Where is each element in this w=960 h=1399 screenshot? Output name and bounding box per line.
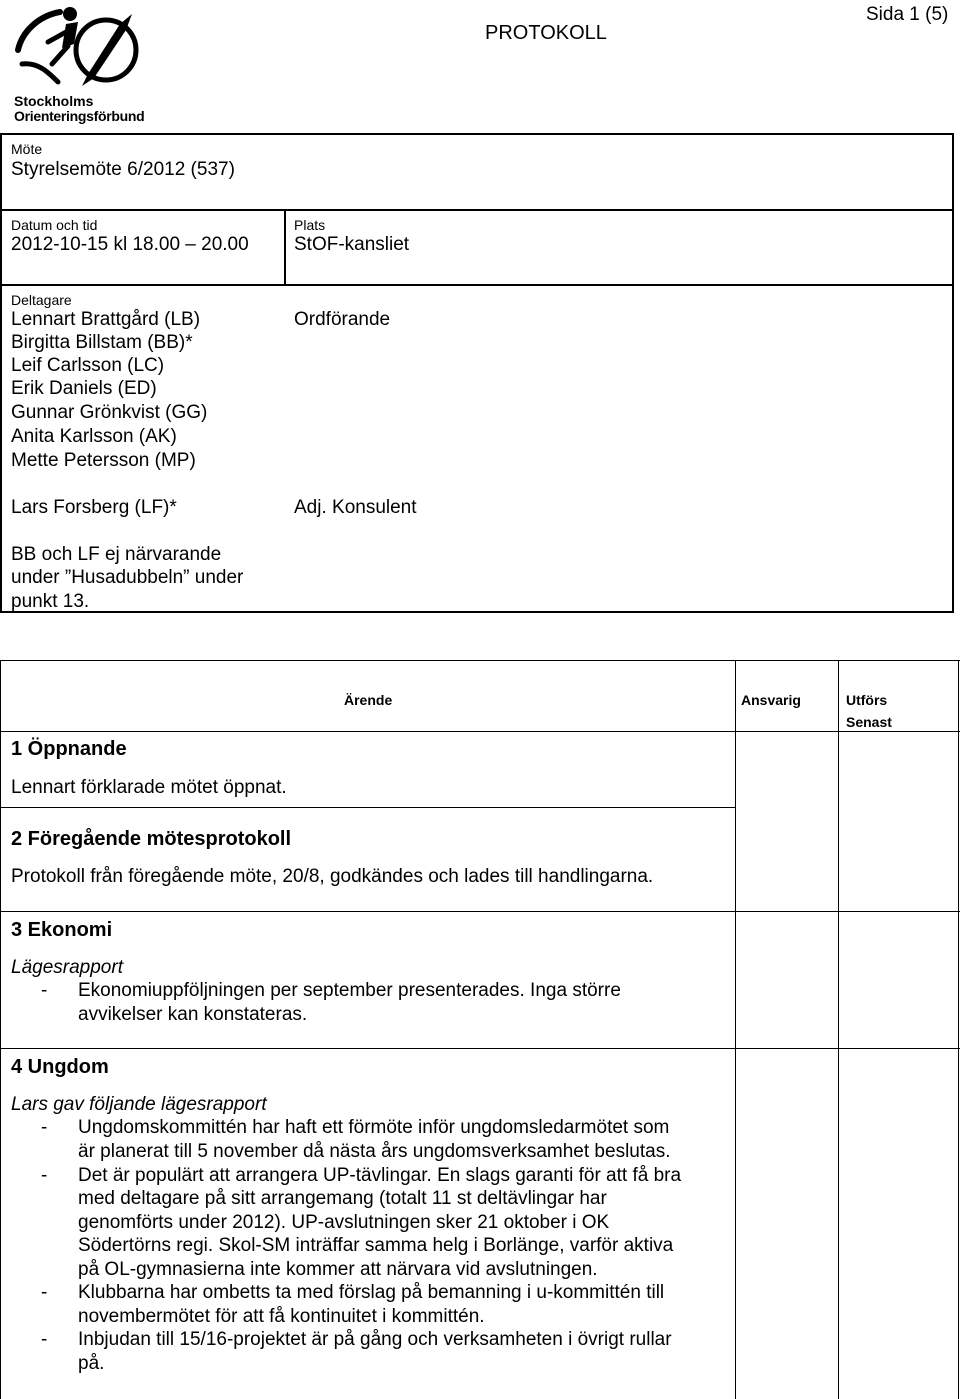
agenda-item-text: Protokoll från föregående möte, 20/8, godkändes och lades till handlingarna. [11, 866, 654, 887]
agenda-item-title: 3 Ekonomi [11, 919, 113, 941]
column-header-utfors: Utförs [846, 692, 888, 708]
agenda-item-text: Lennart förklarade mötet öppnat. [11, 777, 287, 798]
bullet-text: på OL-gymnasierna inte kommer att närvara vid avslutningen. [78, 1259, 598, 1280]
stof-logo [8, 2, 158, 126]
chair-role: Ordförande [294, 309, 391, 330]
bullet-text: Ekonomiuppföljningen per september presenterades. Inga större [78, 980, 621, 1001]
agenda-item-title: 4 Ungdom [11, 1056, 109, 1078]
divider [0, 911, 960, 912]
meeting-value: Styrelsemöte 6/2012 (537) [11, 159, 235, 180]
agenda-item-title: 1 Öppnande [11, 738, 127, 760]
bullet-text: Södertörns regi. Skol-SM inträffar samma helg i Borlänge, varför aktiva [78, 1235, 674, 1256]
bullet-text: på. [78, 1353, 105, 1374]
bullet-text: avvikelser kan konstateras. [78, 1004, 308, 1025]
column-header-ansvarig: Ansvarig [741, 692, 801, 708]
bullet-text: genomförts under 2012). UP-avslutningen sker 21 oktober i OK [78, 1212, 610, 1233]
divider [0, 284, 954, 286]
meeting-label: Möte [11, 141, 43, 157]
participant-name: Leif Carlsson (LC) [11, 355, 165, 376]
bullet-text: är planerat till 5 november då nästa års ungdomsverksamhet beslutas. [78, 1141, 671, 1162]
divider [284, 209, 286, 286]
bullet-text: Klubbarna har ombetts ta med förslag på bemanning i u-kommittén till [78, 1282, 665, 1303]
place-label: Plats [294, 217, 326, 233]
divider [0, 1048, 960, 1049]
consultant-name: Lars Forsberg (LF)* [11, 497, 177, 518]
divider [0, 209, 954, 211]
bullet-dash: - [41, 1282, 48, 1303]
agenda-item-title: 2 Föregående mötesprotokoll [11, 828, 292, 850]
attendance-note: under ”Husadubbeln” under [11, 567, 244, 588]
bullet-dash: - [41, 980, 48, 1001]
participant-name: Gunnar Grönkvist (GG) [11, 402, 208, 423]
consultant-role: Adj. Konsulent [294, 497, 417, 518]
page-number: Sida 1 (5) [866, 4, 949, 25]
divider [0, 807, 735, 808]
agenda-item-subtitle: Lars gav följande lägesrapport [11, 1094, 267, 1115]
logo-text-line1: Stockholms [14, 93, 94, 109]
attendance-note: punkt 13. [11, 591, 90, 612]
agenda-item-subtitle: Lägesrapport [11, 957, 123, 978]
column-header-arende: Ärende [344, 692, 393, 708]
participant-name: Birgitta Billstam (BB)* [11, 332, 193, 353]
participants-label: Deltagare [11, 292, 72, 308]
place-value: StOF-kansliet [294, 234, 410, 255]
attendance-note: BB och LF ej närvarande [11, 544, 222, 565]
divider [0, 731, 960, 732]
bullet-dash: - [41, 1329, 48, 1350]
participant-name: Erik Daniels (ED) [11, 378, 157, 399]
datetime-label: Datum och tid [11, 217, 98, 233]
bullet-text: Inbjudan till 15/16-projektet är på gång och verksamheten i övrigt rullar [78, 1329, 672, 1350]
participant-name: Anita Karlsson (AK) [11, 426, 177, 447]
bullet-text: Ungdomskommittén har haft ett förmöte inför ungdomsledarmötet som [78, 1117, 670, 1138]
bullet-dash: - [41, 1117, 48, 1138]
bullet-text: Det är populärt att arrangera UP-tävlingar. En slags garanti för att få bra [78, 1165, 682, 1186]
datetime-value: 2012-10-15 kl 18.00 – 20.00 [11, 234, 249, 255]
bullet-dash: - [41, 1165, 48, 1186]
bullet-text: novembermötet för att få kontinuitet i kommittén. [78, 1306, 485, 1327]
document-title: PROTOKOLL [485, 22, 607, 44]
participant-name: Lennart Brattgård (LB) [11, 309, 201, 330]
column-header-senast: Senast [846, 714, 892, 730]
divider [838, 660, 839, 1399]
logo-text-line2: Orienteringsförbund [14, 108, 145, 124]
divider [958, 660, 959, 1399]
bullet-text: med deltagare på sitt arrangemang (totalt 11 st deltävlingar har [78, 1188, 607, 1209]
participant-name: Mette Petersson (MP) [11, 450, 196, 471]
divider [735, 660, 736, 1399]
